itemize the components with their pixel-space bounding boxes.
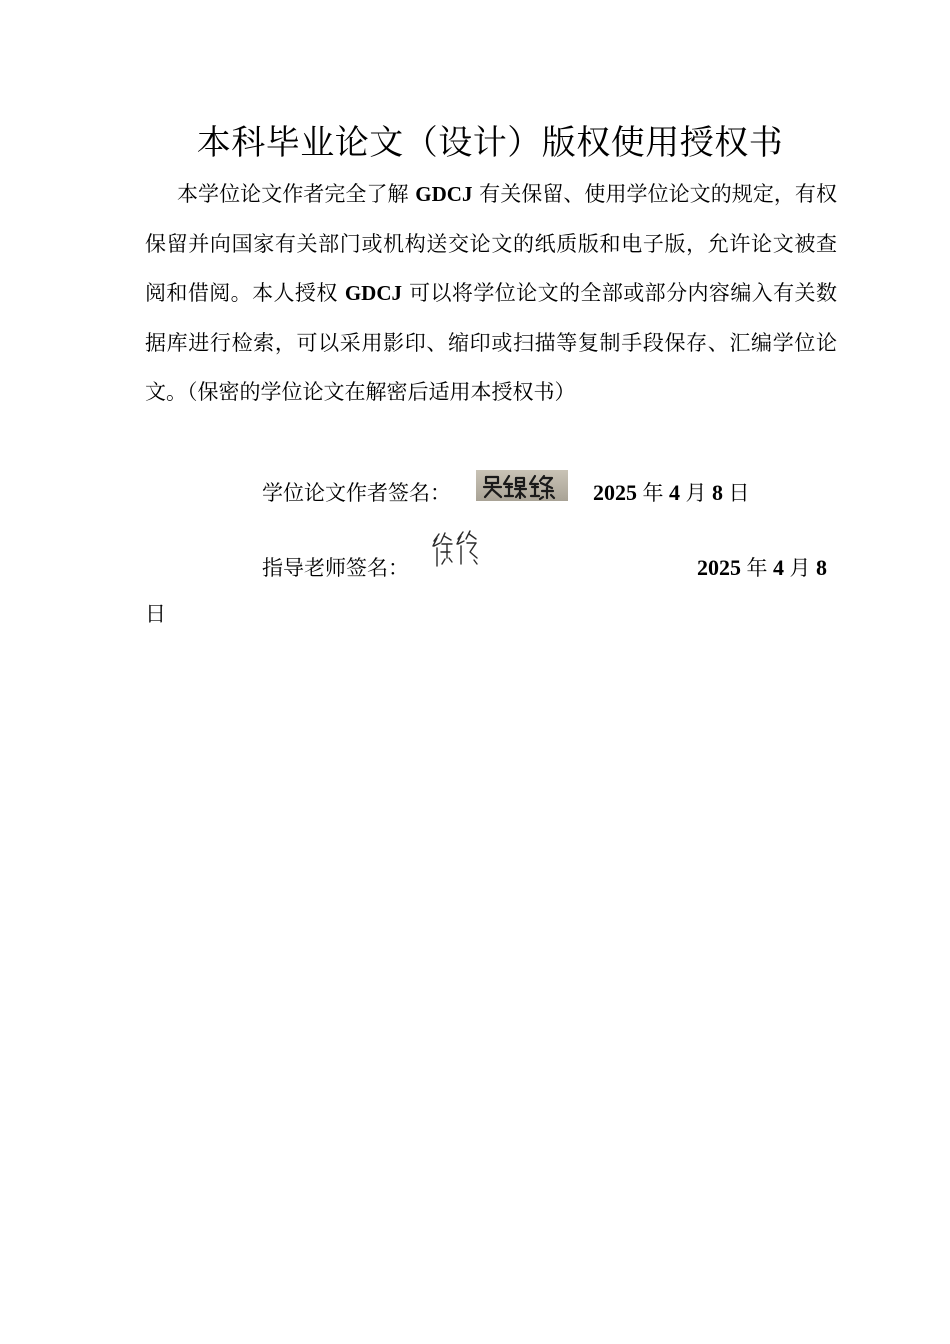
advisor-date-year: 2025	[697, 555, 741, 580]
author-date-month-unit: 月	[685, 481, 707, 505]
advisor-date-year-unit: 年	[746, 556, 768, 580]
authorization-paragraph	[145, 170, 837, 418]
paragraph-text-1: 本学位论文作者完全了解	[177, 182, 416, 206]
author-signature-image	[476, 470, 568, 501]
advisor-signature-image	[430, 528, 482, 572]
page-title: 本科毕业论文（设计）版权使用授权书	[196, 123, 784, 163]
org-name-1: GDCJ	[415, 182, 473, 206]
advisor-signature-label: 指导老师签名：	[262, 556, 409, 580]
author-date-day-unit: 日	[728, 481, 750, 505]
advisor-date-month-unit: 月	[789, 556, 811, 580]
advisor-date-month: 4	[773, 555, 784, 580]
author-date-year: 2025	[593, 480, 637, 505]
advisor-date-day: 8	[816, 555, 827, 580]
paragraph-text-3: 可以将学位论文的全部或部分内容编入有关数据库进行检索，可以采用影印、缩印或扫描等复制手段保存、汇编学位论文。（保密的学位论文在解密后适用本授权书）	[145, 281, 837, 404]
author-date-month: 4	[669, 480, 680, 505]
author-signature-date	[593, 478, 750, 508]
author-date-year-unit: 年	[642, 481, 664, 505]
org-name-2: GDCJ	[344, 281, 402, 305]
advisor-signature-date	[697, 553, 827, 583]
author-date-day: 8	[712, 480, 723, 505]
paragraph-text-2: 有关保留、使用学位论文的规定，有权保留并向国家有关部门或机构送交论文的纸质版和电子版，允许论文被查阅和借阅。本人授权	[145, 182, 837, 305]
author-signature-label: 学位论文作者签名：	[262, 481, 451, 505]
advisor-date-day-unit: 日	[145, 602, 166, 626]
